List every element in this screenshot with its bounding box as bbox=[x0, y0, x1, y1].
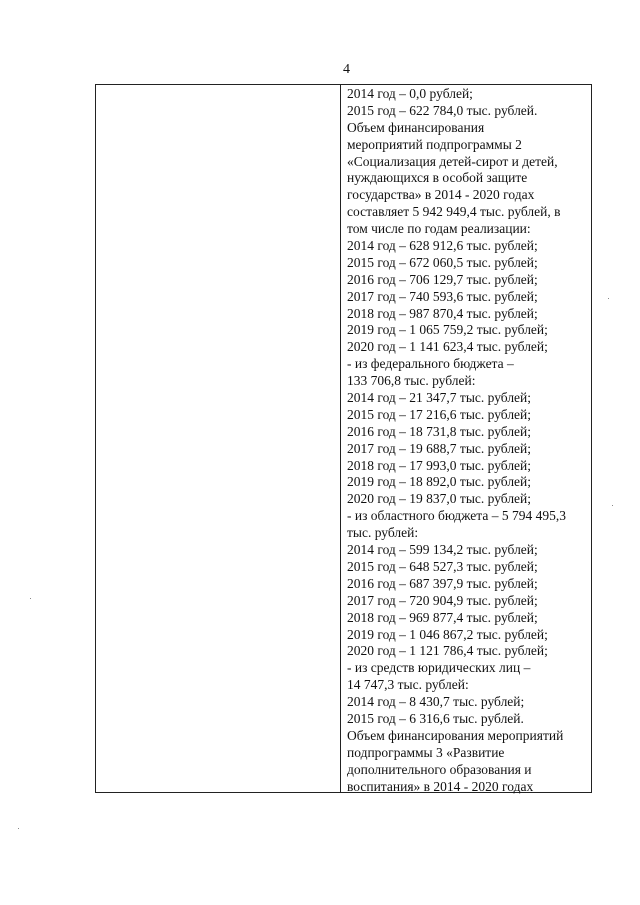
page-number: 4 bbox=[343, 62, 350, 77]
text-line: «Социализация детей-сирот и детей, bbox=[347, 153, 558, 169]
text-line: 2020 год – 19 837,0 тыс. рублей; bbox=[347, 491, 532, 507]
text-line: 2019 год – 18 892,0 тыс. рублей; bbox=[347, 474, 532, 490]
text-line: 2015 год – 6 316,6 тыс. рублей. bbox=[347, 710, 524, 726]
text-line: 2014 год – 628 912,6 тыс. рублей; bbox=[347, 238, 538, 254]
text-line: государства» в 2014 - 2020 годах bbox=[347, 187, 535, 203]
text-line: 2018 год – 969 877,4 тыс. рублей; bbox=[347, 609, 538, 625]
scan-speck bbox=[30, 598, 31, 599]
text-line: составляет 5 942 949,4 тыс. рублей, в bbox=[347, 204, 561, 220]
text-line: 2017 год – 740 593,6 тыс. рублей; bbox=[347, 288, 538, 304]
scan-speck bbox=[608, 298, 609, 299]
text-line: 2020 год – 1 141 623,4 тыс. рублей; bbox=[347, 339, 548, 355]
text-line: 14 747,3 тыс. рублей: bbox=[347, 677, 469, 693]
text-line: Объем финансирования bbox=[347, 119, 485, 135]
text-line: 2014 год – 21 347,7 тыс. рублей; bbox=[347, 390, 532, 406]
text-line: 2019 год – 1 065 759,2 тыс. рублей; bbox=[347, 322, 548, 338]
text-line: 2015 год – 672 060,5 тыс. рублей; bbox=[347, 254, 538, 270]
text-line: тыс. рублей: bbox=[347, 525, 419, 541]
text-line: воспитания» в 2014 - 2020 годах bbox=[347, 778, 534, 794]
text-line: 2014 год – 0,0 рублей; bbox=[347, 86, 473, 101]
funding-text-cell bbox=[347, 86, 587, 795]
text-line: 2018 год – 987 870,4 тыс. рублей; bbox=[347, 305, 538, 321]
text-line: - из средств юридических лиц – bbox=[347, 660, 531, 676]
text-line: 2015 год – 622 784,0 тыс. рублей. bbox=[347, 102, 538, 118]
text-line: подпрограммы 3 «Развитие bbox=[347, 744, 505, 760]
text-line: - из федерального бюджета – bbox=[347, 356, 514, 372]
text-line: 133 706,8 тыс. рублей: bbox=[347, 373, 476, 389]
text-line: 2017 год – 720 904,9 тыс. рублей; bbox=[347, 592, 538, 608]
text-line: - из областного бюджета – 5 794 495,3 bbox=[347, 508, 566, 524]
text-line: 2019 год – 1 046 867,2 тыс. рублей; bbox=[347, 626, 548, 642]
text-line: 2016 год – 706 129,7 тыс. рублей; bbox=[347, 271, 538, 287]
text-line: 2020 год – 1 121 786,4 тыс. рублей; bbox=[347, 643, 548, 659]
scan-speck bbox=[612, 505, 613, 506]
text-line: нуждающихся в особой защите bbox=[347, 170, 528, 186]
text-line: 2016 год – 18 731,8 тыс. рублей; bbox=[347, 423, 532, 439]
text-line: 2014 год – 8 430,7 тыс. рублей; bbox=[347, 694, 525, 710]
text-line: 2014 год – 599 134,2 тыс. рублей; bbox=[347, 542, 538, 558]
text-line: дополнительного образования и bbox=[347, 761, 532, 777]
text-line: 2015 год – 17 216,6 тыс. рублей; bbox=[347, 406, 532, 422]
text-line: 2017 год – 19 688,7 тыс. рублей; bbox=[347, 440, 532, 456]
text-line: 2018 год – 17 993,0 тыс. рублей; bbox=[347, 457, 532, 473]
scan-speck bbox=[18, 828, 19, 829]
text-line: 2015 год – 648 527,3 тыс. рублей; bbox=[347, 558, 538, 574]
text-line: мероприятий подпрограммы 2 bbox=[347, 136, 522, 152]
text-line: том числе по годам реализации: bbox=[347, 221, 531, 237]
column-divider bbox=[340, 84, 341, 793]
text-line: Объем финансирования мероприятий bbox=[347, 727, 564, 743]
text-line: 2016 год – 687 397,9 тыс. рублей; bbox=[347, 575, 538, 591]
